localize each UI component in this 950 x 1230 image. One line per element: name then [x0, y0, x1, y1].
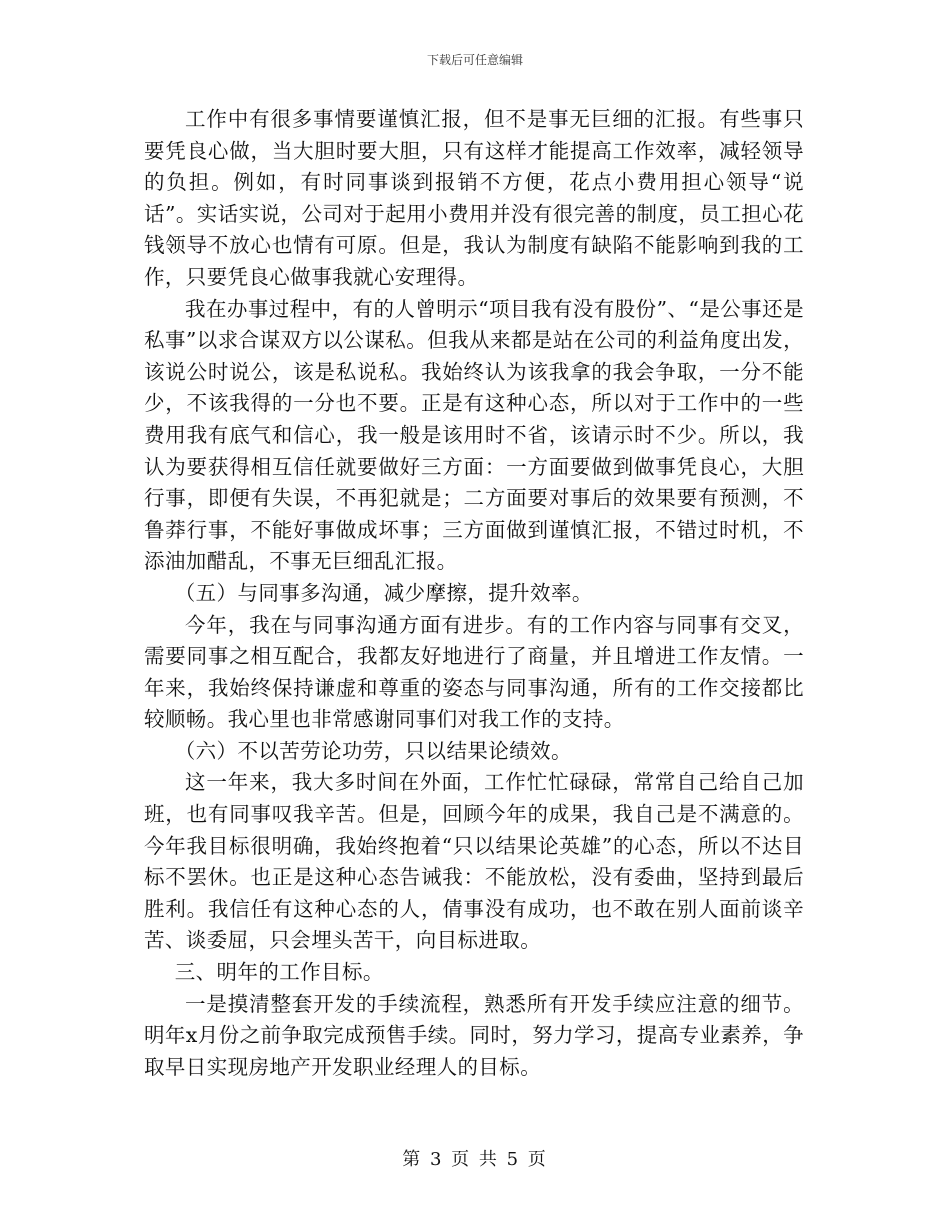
section-heading-results: （六）不以苦劳论功劳，只以结果论绩效。 — [174, 738, 572, 763]
paragraph-goal-one: 一是摸清整套开发的手续流程，熟悉所有开发手续应注意的细节。明年x月份之前争取完成预售手续。同时，努力学习，提高专业素养，争取早日实现房地产开发职业经理人的目标。 — [144, 991, 804, 1079]
section-heading-communication: （五）与同事多沟通，减少摩擦，提升效率。 — [174, 580, 593, 605]
section-heading-next-year-goals: 三、明年的工作目标。 — [174, 960, 384, 985]
document-body — [144, 104, 804, 1083]
paragraph-communication: 今年，我在与同事沟通方面有进步。有的工作内容与同事有交叉，需要同事之相互配合，我都友好地进行了商量，并且增进工作友情。一年来，我始终保持谦虚和尊重的姿态与同事沟通，所有的工作交接都比较顺畅。我心里也非常感谢同事们对我工作的支持。 — [144, 612, 804, 732]
paragraph-reporting: 工作中有很多事情要谨慎汇报，但不是事无巨细的汇报。有些事只要凭良心做，当大胆时要大胆，只有这样才能提高工作效率，减轻领导的负担。例如，有时同事谈到报销不方便，花点小费用担心领导“说话”。实话实说，公司对于起用小费用并没有很完善的制度，员工担心花钱领导不放心也情有可原。但是，我认为制度有缺陷不能影响到我的工作，只要凭良心做事我就心安理得。 — [144, 107, 804, 289]
page-number: 第 3 页 共 5 页 — [402, 1149, 548, 1170]
page-header: 下载后可任意编辑 — [426, 53, 523, 67]
paragraph-results: 这一年来，我大多时间在外面，工作忙忙碌碌，常常自己给自己加班，也有同事叹我辛苦。但是，回顾今年的成果，我自己是不满意的。今年我目标很明确，我始终抱着“只以结果论英雄”的心态，所以不达目标不罢休。也正是这种心态告诫我：不能放松，没有委曲，坚持到最后胜利。我信任有这种心态的人，倩事没有成功，也不敢在别人面前谈辛苦、谈委屈，只会埋头苦干，向目标进取。 — [144, 770, 804, 953]
paragraph-trust: 我在办事过程中，有的人曾明示“项目我有没有股份”、“是公事还是私事”以求合谋双方以公谋私。但我从来都是站在公司的利益角度出发，该说公时说公，该是私说私。我始终认为该我拿的我会争取，一分不能少，不该我得的一分也不要。正是有这种心态，所以对于工作中的一些费用我有底气和信心，我一般是该用时不省，该请示时不少。所以，我认为要获得相互信任就要做好三方面：一方面要做到做事凭良心，大胆行事，即便有失误，不再犯就是；二方面要对事后的效果要有预测，不鲁莽行事，不能好事做成坏事；三方面做到谨慎汇报，不错过时机，不添油加醋乱，不事无巨细乱汇报。 — [144, 296, 804, 574]
